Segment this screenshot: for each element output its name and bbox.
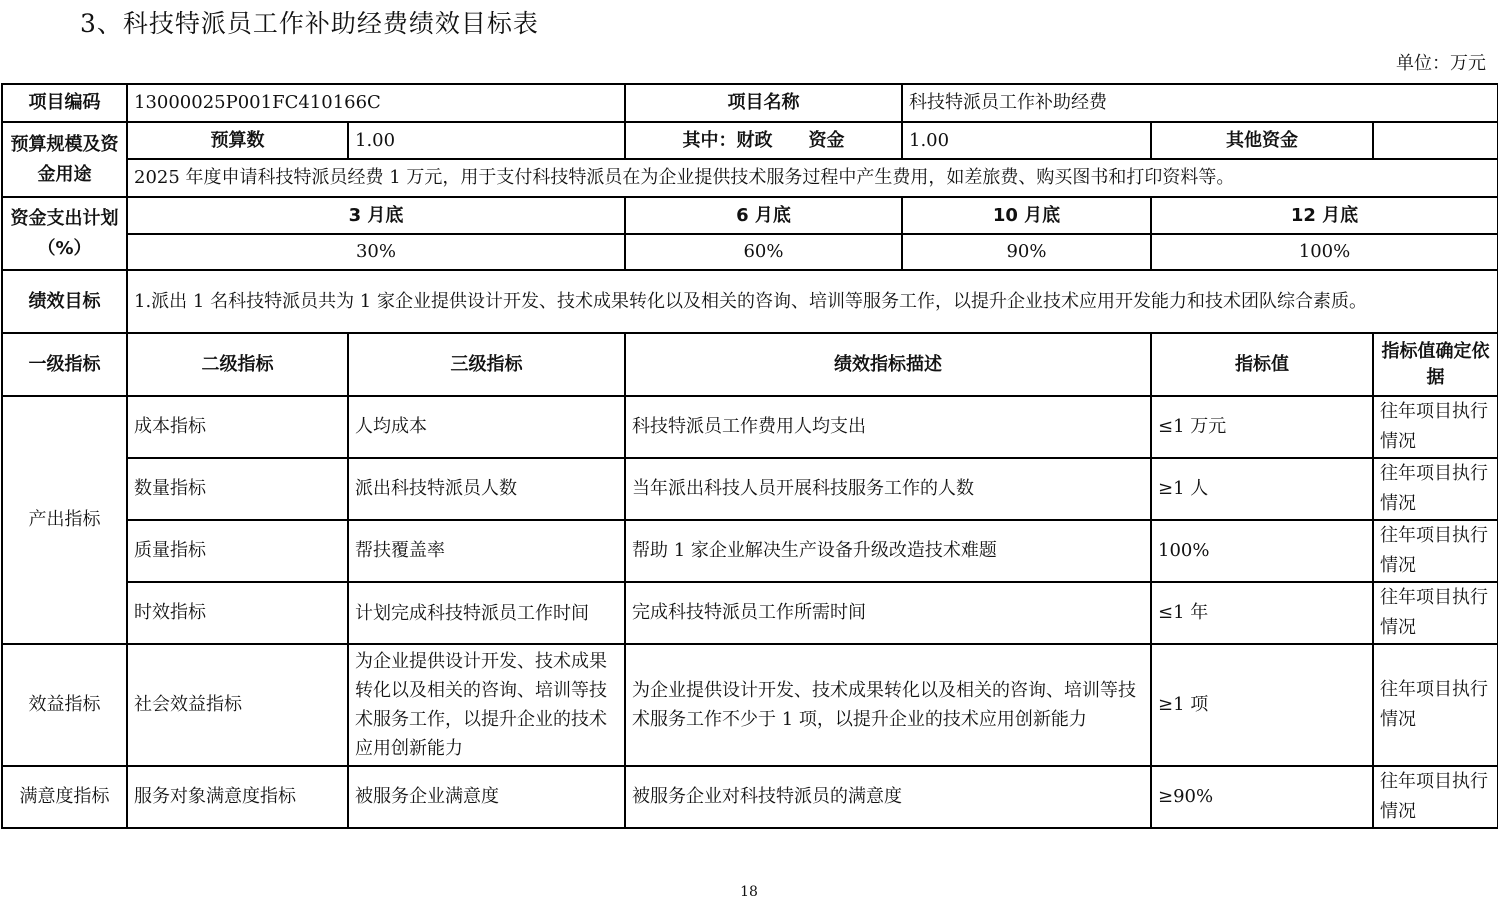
schedule-header-row	[2, 197, 1498, 234]
project-code-label: 项目编码	[2, 84, 127, 122]
description-cell: 帮助 1 家企业解决生产设备升级改造技术难题	[625, 520, 1151, 582]
level3-cell: 帮扶覆盖率	[348, 520, 625, 582]
project-name-label: 项目名称	[625, 84, 902, 122]
level2-cell: 成本指标	[127, 396, 348, 458]
output-category: 产出指标	[2, 396, 127, 644]
schedule-period-label: 12 月底	[1151, 197, 1498, 234]
value-cell: ≥1 项	[1151, 644, 1373, 766]
indicator-header-row	[2, 333, 1498, 396]
page-number: 18	[740, 884, 758, 900]
value-cell: ≤1 万元	[1151, 396, 1373, 458]
level2-cell: 社会效益指标	[127, 644, 348, 766]
other-funds-label: 其他资金	[1151, 122, 1373, 159]
schedule-period-label: 6 月底	[625, 197, 902, 234]
schedule-value-row	[2, 234, 1498, 270]
level2-cell: 服务对象满意度指标	[127, 766, 348, 828]
budget-amount-label: 预算数	[127, 122, 348, 159]
basis-cell: 往年项目执行情况	[1373, 582, 1498, 644]
value-cell: ≥1 人	[1151, 458, 1373, 520]
indicator-row	[2, 766, 1498, 828]
schedule-label: 资金支出计划（%）	[2, 197, 127, 270]
indicator-row	[2, 644, 1498, 766]
basis-cell: 往年项目执行情况	[1373, 520, 1498, 582]
description-cell: 被服务企业对科技特派员的满意度	[625, 766, 1151, 828]
schedule-period-value: 60%	[625, 234, 902, 270]
other-funds-value	[1373, 122, 1498, 159]
level3-cell: 被服务企业满意度	[348, 766, 625, 828]
level2-cell: 数量指标	[127, 458, 348, 520]
unit-label: 单位：万元	[1396, 53, 1486, 74]
level3-header: 三级指标	[348, 333, 625, 396]
satisfaction-category: 满意度指标	[2, 766, 127, 828]
value-cell: 100%	[1151, 520, 1373, 582]
description-cell: 当年派出科技人员开展科技服务工作的人数	[625, 458, 1151, 520]
value-cell: ≤1 年	[1151, 582, 1373, 644]
benefit-category: 效益指标	[2, 644, 127, 766]
value-cell: ≥90%	[1151, 766, 1373, 828]
description-cell: 完成科技特派员工作所需时间	[625, 582, 1151, 644]
level2-cell: 时效指标	[127, 582, 348, 644]
budget-usage-text: 2025 年度申请科技特派员经费 1 万元，用于支付科技特派员在为企业提供技术服务过程中产生费用，如差旅费、购买图书和打印资料等。	[127, 159, 1498, 197]
level2-cell: 质量指标	[127, 520, 348, 582]
description-cell: 科技特派员工作费用人均支出	[625, 396, 1151, 458]
schedule-period-label: 3 月底	[127, 197, 625, 234]
value-header: 指标值	[1151, 333, 1373, 396]
basis-cell: 往年项目执行情况	[1373, 458, 1498, 520]
basis-cell: 往年项目执行情况	[1373, 644, 1498, 766]
indicator-row	[2, 396, 1498, 458]
finance-funds-value: 1.00	[902, 122, 1151, 159]
level3-cell: 为企业提供设计开发、技术成果转化以及相关的咨询、培训等技术服务工作，以提升企业的技术应用创新能力	[348, 644, 625, 766]
schedule-period-value: 30%	[127, 234, 625, 270]
schedule-period-value: 100%	[1151, 234, 1498, 270]
page-title: 3、科技特派员工作补助经费绩效目标表	[80, 9, 539, 38]
basis-cell: 往年项目执行情况	[1373, 396, 1498, 458]
finance-funds-label: 其中：财政 资金	[625, 122, 902, 159]
description-cell: 为企业提供设计开发、技术成果转化以及相关的咨询、培训等技术服务工作不少于 1 项，以提升企业的技术应用创新能力	[625, 644, 1151, 766]
performance-goal-text: 1.派出 1 名科技特派员共为 1 家企业提供设计开发、技术成果转化以及相关的咨询、培训等服务工作，以提升企业技术应用开发能力和技术团队综合素质。	[127, 270, 1498, 333]
indicator-row	[2, 582, 1498, 644]
level3-cell: 人均成本	[348, 396, 625, 458]
budget-section-label: 预算规模及资金用途	[2, 122, 127, 197]
schedule-period-value: 90%	[902, 234, 1151, 270]
budget-usage-row	[2, 159, 1498, 197]
description-header: 绩效指标描述	[625, 333, 1151, 396]
indicator-row	[2, 458, 1498, 520]
level2-header: 二级指标	[127, 333, 348, 396]
project-name-value: 科技特派员工作补助经费	[902, 84, 1498, 122]
performance-goal-label: 绩效目标	[2, 270, 127, 333]
basis-cell: 往年项目执行情况	[1373, 766, 1498, 828]
budget-amount-value: 1.00	[348, 122, 625, 159]
budget-row	[2, 122, 1498, 159]
performance-target-table	[1, 83, 1498, 829]
schedule-period-label: 10 月底	[902, 197, 1151, 234]
performance-goal-row	[2, 270, 1498, 333]
indicator-row	[2, 520, 1498, 582]
basis-header: 指标值确定依据	[1373, 333, 1498, 396]
level3-cell: 计划完成科技特派员工作时间	[348, 582, 625, 644]
project-code-row	[2, 84, 1498, 122]
level3-cell: 派出科技特派员人数	[348, 458, 625, 520]
project-code-value: 13000025P001FC410166C	[127, 84, 625, 122]
level1-header: 一级指标	[2, 333, 127, 396]
